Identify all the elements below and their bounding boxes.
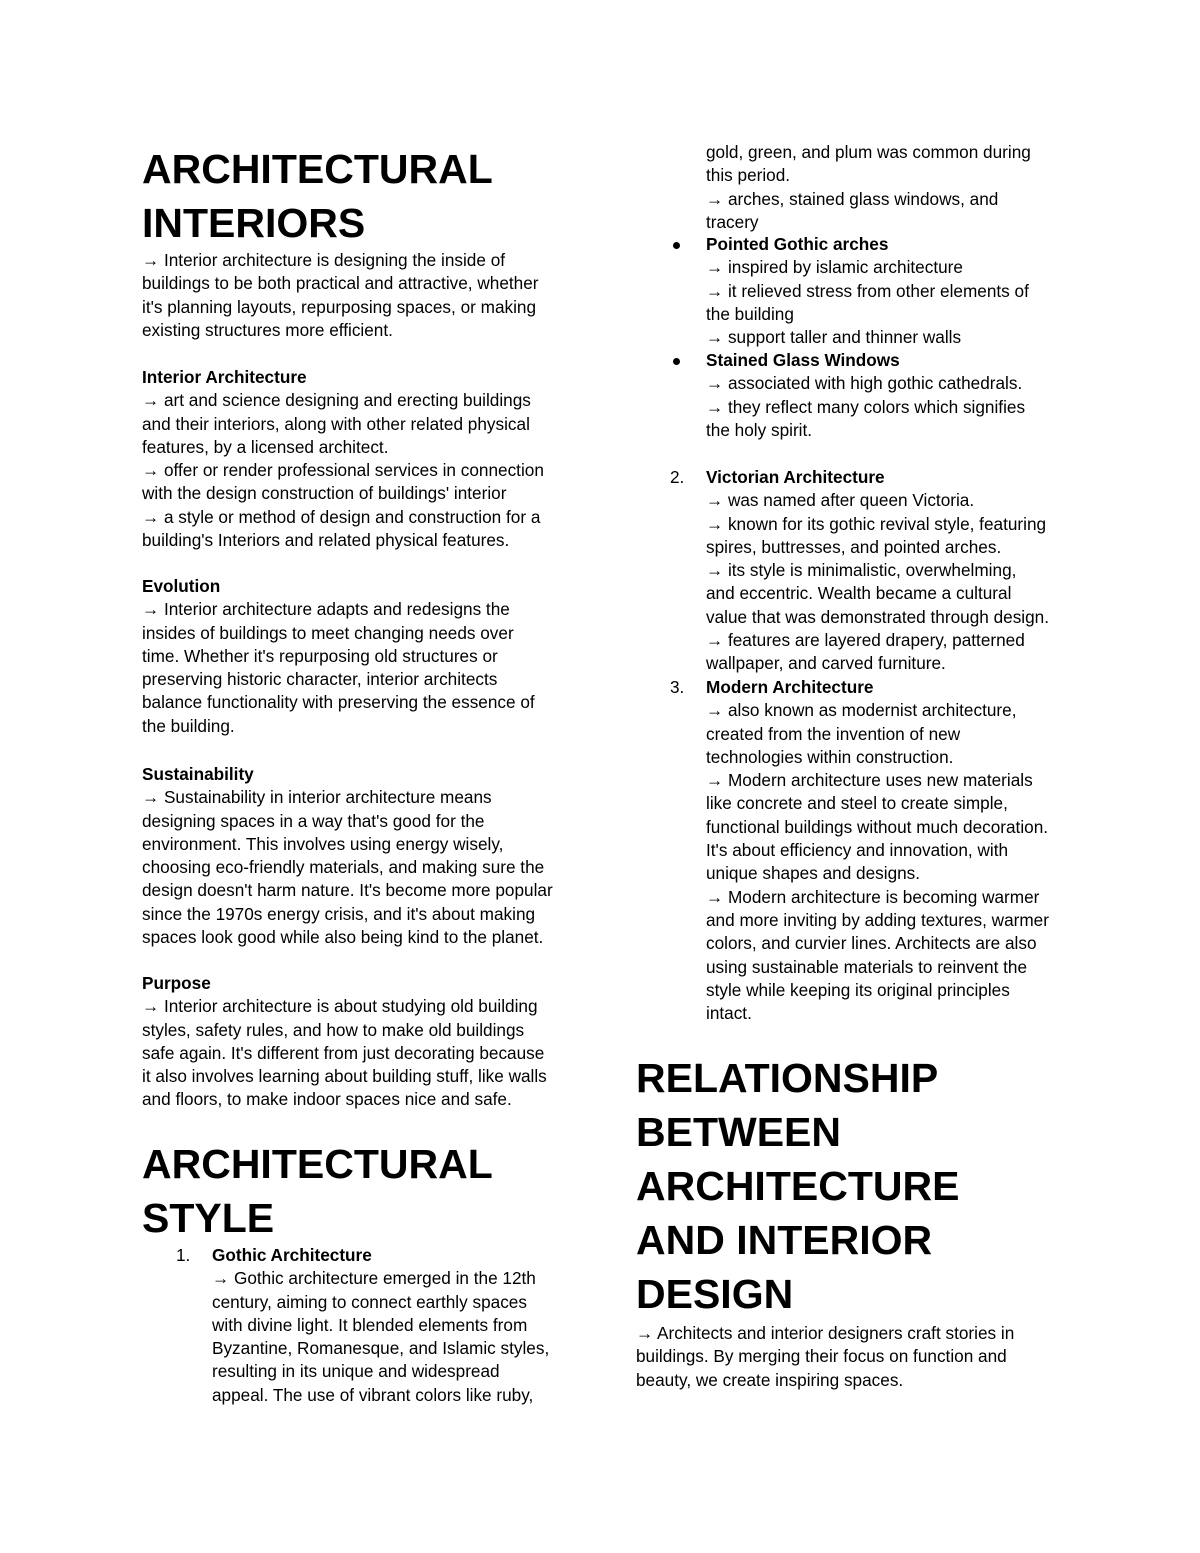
text-line: → also known as modernist architecture, (706, 700, 1017, 721)
text-line: → Modern architecture is becoming warmer (706, 886, 1040, 907)
title-line: BETWEEN (636, 1109, 841, 1155)
text-line: and floors, to make indoor spaces nice and safe. (142, 1089, 512, 1110)
list-item-heading: Victorian Architecture (706, 467, 885, 487)
text-line: unique shapes and designs. (706, 863, 921, 884)
text-line: environment. This involves using energy wisely, (142, 833, 504, 854)
text-line: balance functionality with preserving the essence of (142, 692, 535, 713)
bullet-icon (673, 242, 680, 249)
title-line: STYLE (142, 1195, 275, 1241)
bullet-item-stained-glass (636, 349, 1025, 442)
text-line: → support taller and thinner walls (706, 327, 962, 348)
text-line: the building. (142, 715, 235, 736)
text-line: → inspired by islamic architecture (706, 257, 963, 278)
title-line: AND INTERIOR (636, 1217, 933, 1263)
text-line: intact. (706, 1003, 752, 1024)
section-heading: Purpose (142, 973, 211, 993)
text-line: → was named after queen Victoria. (706, 490, 975, 511)
text-line: the holy spirit. (706, 419, 813, 440)
text-line: created from the invention of new (706, 723, 961, 744)
section-heading: Interior Architecture (142, 367, 307, 387)
text-line: value that was demonstrated through design. (706, 606, 1050, 627)
section-evolution (142, 575, 535, 738)
text-line: → art and science designing and erecting buildings (142, 390, 531, 411)
text-line: → associated with high gothic cathedrals. (706, 373, 1023, 394)
text-line: appeal. The use of vibrant colors like ruby, (212, 1384, 534, 1405)
section-interior-architecture (142, 366, 544, 552)
section-heading: Sustainability (142, 764, 254, 784)
list-item-gothic (142, 1244, 549, 1407)
gothic-continued (706, 141, 1031, 234)
text-line: → Interior architecture adapts and redesigns the (142, 599, 510, 620)
main-title-line: INTERIORS (142, 200, 366, 246)
text-line: and eccentric. Wealth became a cultural (706, 583, 1012, 604)
text-line: this period. (706, 165, 791, 186)
text-line: spaces look good while also being kind to the planet. (142, 927, 544, 948)
title-line: DESIGN (636, 1271, 794, 1317)
list-item-heading: Gothic Architecture (212, 1245, 372, 1265)
text-line: century, aiming to connect earthly spaces (212, 1291, 527, 1312)
title-line: ARCHITECTURE (636, 1163, 960, 1209)
text-line: insides of buildings to meet changing needs over (142, 622, 514, 643)
text-line: the building (706, 303, 794, 324)
text-line: → offer or render professional services in connection (142, 460, 544, 481)
text-line: using sustainable materials to reinvent the (706, 956, 1028, 977)
relationship-paragraph (636, 1322, 1014, 1392)
text-line: → it relieved stress from other elements of (706, 280, 1029, 301)
text-line: it also involves learning about building stuff, like walls (142, 1066, 547, 1087)
main-title-line: ARCHITECTURAL (142, 146, 493, 192)
text-line: resulting in its unique and widespread (212, 1361, 500, 1382)
text-line: gold, green, and plum was common during (706, 142, 1031, 162)
text-line: → Sustainability in interior architecture means (142, 787, 492, 808)
text-line: safe again. It's different from just decorating because (142, 1042, 545, 1063)
list-number: 1. (176, 1245, 191, 1265)
text-line: → Gothic architecture emerged in the 12th (212, 1268, 536, 1289)
bullet-icon (673, 358, 680, 365)
text-line: wallpaper, and carved furniture. (706, 653, 946, 674)
text-line: → features are layered drapery, patterned (706, 630, 1025, 651)
text-line: choosing eco-friendly materials, and making sure the (142, 857, 545, 878)
text-line: with the design construction of buildings' interior (142, 483, 507, 504)
text-line: → arches, stained glass windows, and (706, 188, 999, 209)
text-line: → Interior architecture is designing the inside of (142, 250, 506, 270)
text-line: style while keeping its original principles (706, 979, 1010, 1000)
section-sustainability (142, 763, 553, 949)
text-line: buildings. By merging their focus on function and (636, 1346, 1007, 1367)
text-line: beauty, we create inspiring spaces. (636, 1369, 904, 1390)
text-line: design doesn't harm nature. It's become more popular (142, 880, 553, 901)
text-line: → known for its gothic revival style, featuring (706, 513, 1047, 534)
text-line: functional buildings without much decoration. (706, 816, 1049, 837)
text-line: spires, buttresses, and pointed arches. (706, 536, 1002, 557)
text-line: styles, safety rules, and how to make old buildings (142, 1019, 525, 1040)
list-number: 2. (670, 467, 685, 487)
list-item-victorian (636, 466, 1049, 676)
section-heading: Evolution (142, 576, 221, 596)
text-line: colors, and curvier lines. Architects are also (706, 933, 1037, 954)
main-title (142, 142, 493, 250)
text-line: since the 1970s energy crisis, and it's about making (142, 903, 536, 924)
architectural-style-title (142, 1137, 493, 1245)
text-line: building's Interiors and related physical features. (142, 530, 510, 551)
text-line: → Interior architecture is about studying old building (142, 996, 538, 1017)
text-line: → Modern architecture uses new materials (706, 770, 1033, 791)
section-purpose (142, 972, 547, 1112)
text-line: like concrete and steel to create simple, (706, 793, 1008, 814)
intro-paragraph (142, 249, 539, 342)
list-item-modern (636, 676, 1049, 1025)
bullet-heading: Stained Glass Windows (706, 350, 900, 370)
text-line: buildings to be both practical and attractive, whether (142, 273, 539, 294)
text-line: technologies within construction. (706, 746, 954, 767)
relationship-title (636, 1051, 959, 1321)
text-line: → a style or method of design and construction for a (142, 506, 541, 527)
text-line: with divine light. It blended elements from (212, 1314, 528, 1335)
bullet-item-pointed-arches (636, 233, 1029, 349)
text-line: It's about efficiency and innovation, with (706, 840, 1009, 861)
text-line: and more inviting by adding textures, warmer (706, 909, 1049, 930)
text-line: → Architects and interior designers craft stories in (636, 1323, 1015, 1343)
text-line: time. Whether it's repurposing old structures or (142, 645, 498, 666)
text-line: → its style is minimalistic, overwhelming, (706, 560, 1017, 581)
bullet-heading: Pointed Gothic arches (706, 234, 889, 254)
title-line: RELATIONSHIP (636, 1055, 939, 1101)
text-line: Byzantine, Romanesque, and Islamic styles, (212, 1338, 550, 1359)
text-line: preserving historic character, interior architects (142, 669, 498, 690)
title-line: ARCHITECTURAL (142, 1141, 493, 1187)
text-line: tracery (706, 211, 759, 232)
list-item-heading: Modern Architecture (706, 677, 874, 697)
list-number: 3. (670, 677, 685, 697)
text-line: existing structures more efficient. (142, 319, 393, 340)
text-line: it's planning layouts, repurposing spaces, or making (142, 296, 537, 317)
text-line: designing spaces in a way that's good for the (142, 810, 485, 831)
text-line: features, by a licensed architect. (142, 436, 389, 457)
text-line: → they reflect many colors which signifies (706, 396, 1026, 417)
text-line: and their interiors, along with other related physical (142, 413, 530, 434)
